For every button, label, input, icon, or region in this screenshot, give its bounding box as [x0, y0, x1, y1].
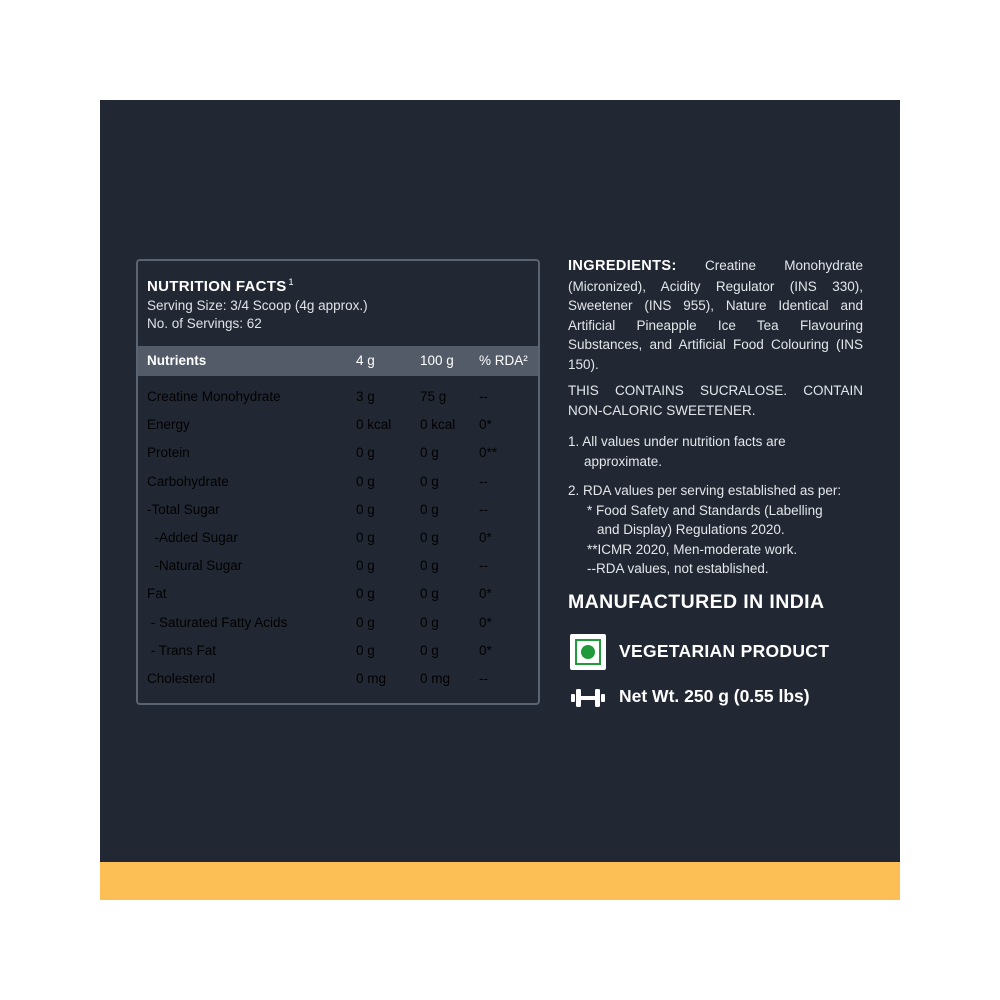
- per-serving-value: 0 g: [356, 530, 375, 545]
- header-nutrients: Nutrients: [147, 353, 207, 368]
- rda-value: 0*: [479, 530, 492, 545]
- footnote-2: [568, 481, 863, 579]
- footnote-2-line: --RDA values, not established.: [587, 561, 769, 576]
- per-100g-value: 75 g: [420, 389, 447, 404]
- ingredients: [568, 256, 863, 374]
- per-100g-value: 0 g: [420, 501, 439, 517]
- vegetarian-label: VEGETARIAN PRODUCT: [619, 641, 830, 661]
- table-row: [138, 502, 538, 530]
- nutrient-name: Cholesterol: [147, 671, 216, 686]
- nutrient-name: Energy: [147, 417, 190, 433]
- rda-value: 0*: [479, 614, 492, 630]
- per-serving-value: 0 g: [356, 642, 375, 658]
- table-row: [138, 417, 538, 445]
- accent-stripe: [100, 862, 900, 900]
- nutrition-header: [147, 277, 530, 331]
- footnote-1: [568, 432, 863, 471]
- per-serving-value: 0 mg: [356, 671, 387, 686]
- header-per-serving: 4 g: [356, 353, 375, 368]
- rda-value: 0**: [479, 445, 498, 461]
- net-weight: Net Wt. 250 g (0.55 lbs): [619, 686, 810, 706]
- rda-value: 0*: [479, 642, 492, 658]
- footnote-2-line: **ICMR 2020, Men-moderate work.: [587, 541, 798, 557]
- header-rda: % RDA²: [479, 353, 528, 368]
- per-100g-value: 0 g: [420, 530, 439, 545]
- per-serving-value: 0 g: [356, 586, 375, 602]
- table-row: [138, 615, 538, 643]
- serving-size: Serving Size: 3/4 Scoop (4g approx.): [147, 298, 368, 313]
- per-100g-value: 0 g: [420, 614, 439, 630]
- per-100g-value: 0 g: [420, 558, 439, 574]
- table-row: [138, 445, 538, 473]
- manufactured-in: MANUFACTURED IN INDIA: [568, 591, 825, 613]
- nutrient-name: - Trans Fat: [147, 642, 217, 658]
- sucralose-statement: THIS CONTAINS SUCRALOSE. CONTAIN NON-CALORIC SWEETENER.: [568, 383, 863, 418]
- table-row: [138, 530, 538, 558]
- nutrition-title: NUTRITION FACTS $^1$: [147, 277, 294, 295]
- rda-value: --: [479, 558, 488, 574]
- nutrient-name: -Total Sugar: [147, 501, 220, 517]
- nutrition-facts-box: [136, 259, 540, 705]
- per-serving-value: 3 g: [356, 389, 375, 404]
- rda-value: --: [479, 671, 488, 686]
- per-100g-value: 0 g: [420, 473, 439, 489]
- per-serving-value: 0 g: [356, 614, 375, 630]
- ingredients-label: INGREDIENTS:: [568, 258, 677, 274]
- rda-value: --: [479, 389, 488, 404]
- table-row: [138, 643, 538, 671]
- nutrient-name: Protein: [147, 445, 190, 461]
- nutrient-name: -Natural Sugar: [147, 558, 243, 574]
- footnote-2-line: * Food Safety and Standards (Labelling: [587, 502, 823, 518]
- header-per-100g: 100 g: [420, 353, 454, 368]
- per-serving-value: 0 kcal: [356, 417, 392, 433]
- rda-value: 0*: [479, 417, 492, 433]
- nutrient-name: -Added Sugar: [147, 530, 238, 545]
- footnote-2-line: and Display) Regulations 2020.: [597, 522, 785, 537]
- nutrient-name: Carbohydrate: [147, 473, 229, 489]
- footnote-1-line: approximate.: [584, 453, 663, 469]
- footnote-1-line: 1. All values under nutrition facts are: [568, 434, 786, 449]
- per-100g-value: 0 g: [420, 642, 439, 658]
- nutrition-table-header: [138, 346, 538, 376]
- ingredients-text: Creatine Monohydrate (Micronized), Acidity Regulator (INS 330), Sweetener (INS 955), Nature Identical and Artificial Pineapple Ice Tea Flavouring Substances, and Artificial Food Colouring (INS 150).: [568, 258, 863, 372]
- nutrient-name: - Saturated Fatty Acids: [147, 614, 288, 630]
- table-row: [138, 586, 538, 614]
- per-100g-value: 0 mg: [420, 671, 451, 686]
- rda-value: --: [479, 473, 488, 489]
- table-row: [138, 474, 538, 502]
- veg-mark-icon: [570, 634, 606, 670]
- rda-value: 0*: [479, 586, 492, 602]
- per-serving-value: 0 g: [356, 558, 375, 574]
- per-serving-value: 0 g: [356, 473, 375, 489]
- per-100g-value: 0 kcal: [420, 417, 456, 433]
- per-serving-value: 0 g: [356, 445, 375, 461]
- rda-value: --: [479, 501, 488, 517]
- per-100g-value: 0 g: [420, 586, 439, 602]
- footnote-2-line: 2. RDA values per serving established as per:: [568, 483, 842, 498]
- table-row: [138, 558, 538, 586]
- nutrient-name: Creatine Monohydrate: [147, 389, 281, 404]
- table-row: [138, 389, 538, 417]
- nutrient-name: Fat: [147, 586, 167, 602]
- per-serving-value: 0 g: [356, 501, 375, 517]
- per-100g-value: 0 g: [420, 445, 439, 461]
- servings-count: No. of Servings: 62: [147, 316, 262, 331]
- table-row: [138, 671, 538, 699]
- dumbbell-icon: [570, 686, 606, 710]
